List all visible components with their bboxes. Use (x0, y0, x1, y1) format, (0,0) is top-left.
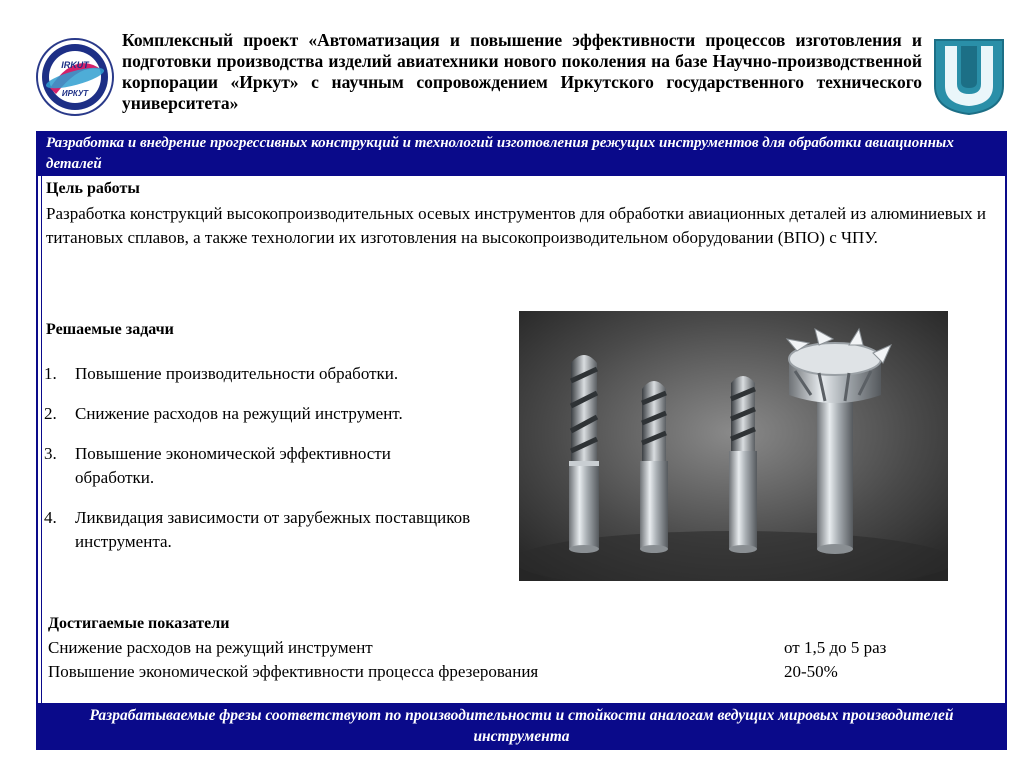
frame-divider (41, 176, 42, 703)
list-item (44, 402, 474, 426)
task-text: Повышение производительности обработки. (75, 364, 399, 383)
task-text: Повышение экономической эффективности обработки. (75, 444, 391, 487)
cutter-shank-2 (640, 461, 668, 549)
logo-left-text-top: IRKUT (61, 60, 89, 70)
goal-text: Разработка конструкций высокопроизводительных осевых инструментов для обработки авиационных деталей из алюминиевых и титановых сплавов, а также технологии их изготовления на высокопроизводительном оборудовании (ВПО) с ЧПУ. (46, 204, 986, 247)
task-text: Ликвидация зависимости от зарубежных поставщиков инструмента. (75, 508, 471, 551)
task-number: 2. (44, 404, 57, 423)
top-banner: Разработка и внедрение прогрессивных конструкций и технологий изготовления режущих инструментов для обработки авиационных деталей (36, 131, 1007, 176)
task-number: 1. (44, 364, 57, 383)
result-value: 20-50% (784, 662, 838, 681)
page-title: Комплексный проект «Автоматизация и повышение эффективности процессов изготовления и подготовки производства изделий авиатехники нового поколения на базе Научно-производственной корпорации «Иркут» с научным сопровождением Иркутского государственного технического университета» (122, 30, 922, 113)
tasks-heading: Решаемые задачи (46, 321, 174, 338)
irkut-logo (36, 38, 114, 116)
task-list (44, 362, 474, 570)
list-item (44, 442, 474, 490)
disc-cutter-shank (817, 401, 853, 549)
cutter-shank-1 (569, 461, 599, 549)
task-text: Снижение расходов на режущий инструмент. (75, 404, 403, 423)
goal-heading: Цель работы (46, 180, 140, 197)
task-number: 4. (44, 508, 57, 527)
result-label: Снижение расходов на режущий инструмент (48, 638, 373, 657)
list-item (44, 506, 474, 554)
logo-left-text-bottom: ИРКУТ (61, 89, 89, 98)
result-value: от 1,5 до 5 раз (784, 638, 887, 657)
milling-cutters-photo (519, 311, 948, 581)
university-logo (931, 36, 1007, 116)
cutter-shank-3 (729, 451, 757, 549)
results-heading: Достигаемые показатели (48, 615, 230, 632)
bottom-banner: Разрабатываемые фрезы соответствуют по производительности и стойкости аналогам ведущих мировых производителей инструмента (36, 703, 1007, 750)
list-item (44, 362, 474, 386)
task-number: 3. (44, 444, 57, 463)
results-section (44, 611, 1004, 701)
result-label: Повышение экономической эффективности процесса фрезерования (48, 662, 539, 681)
